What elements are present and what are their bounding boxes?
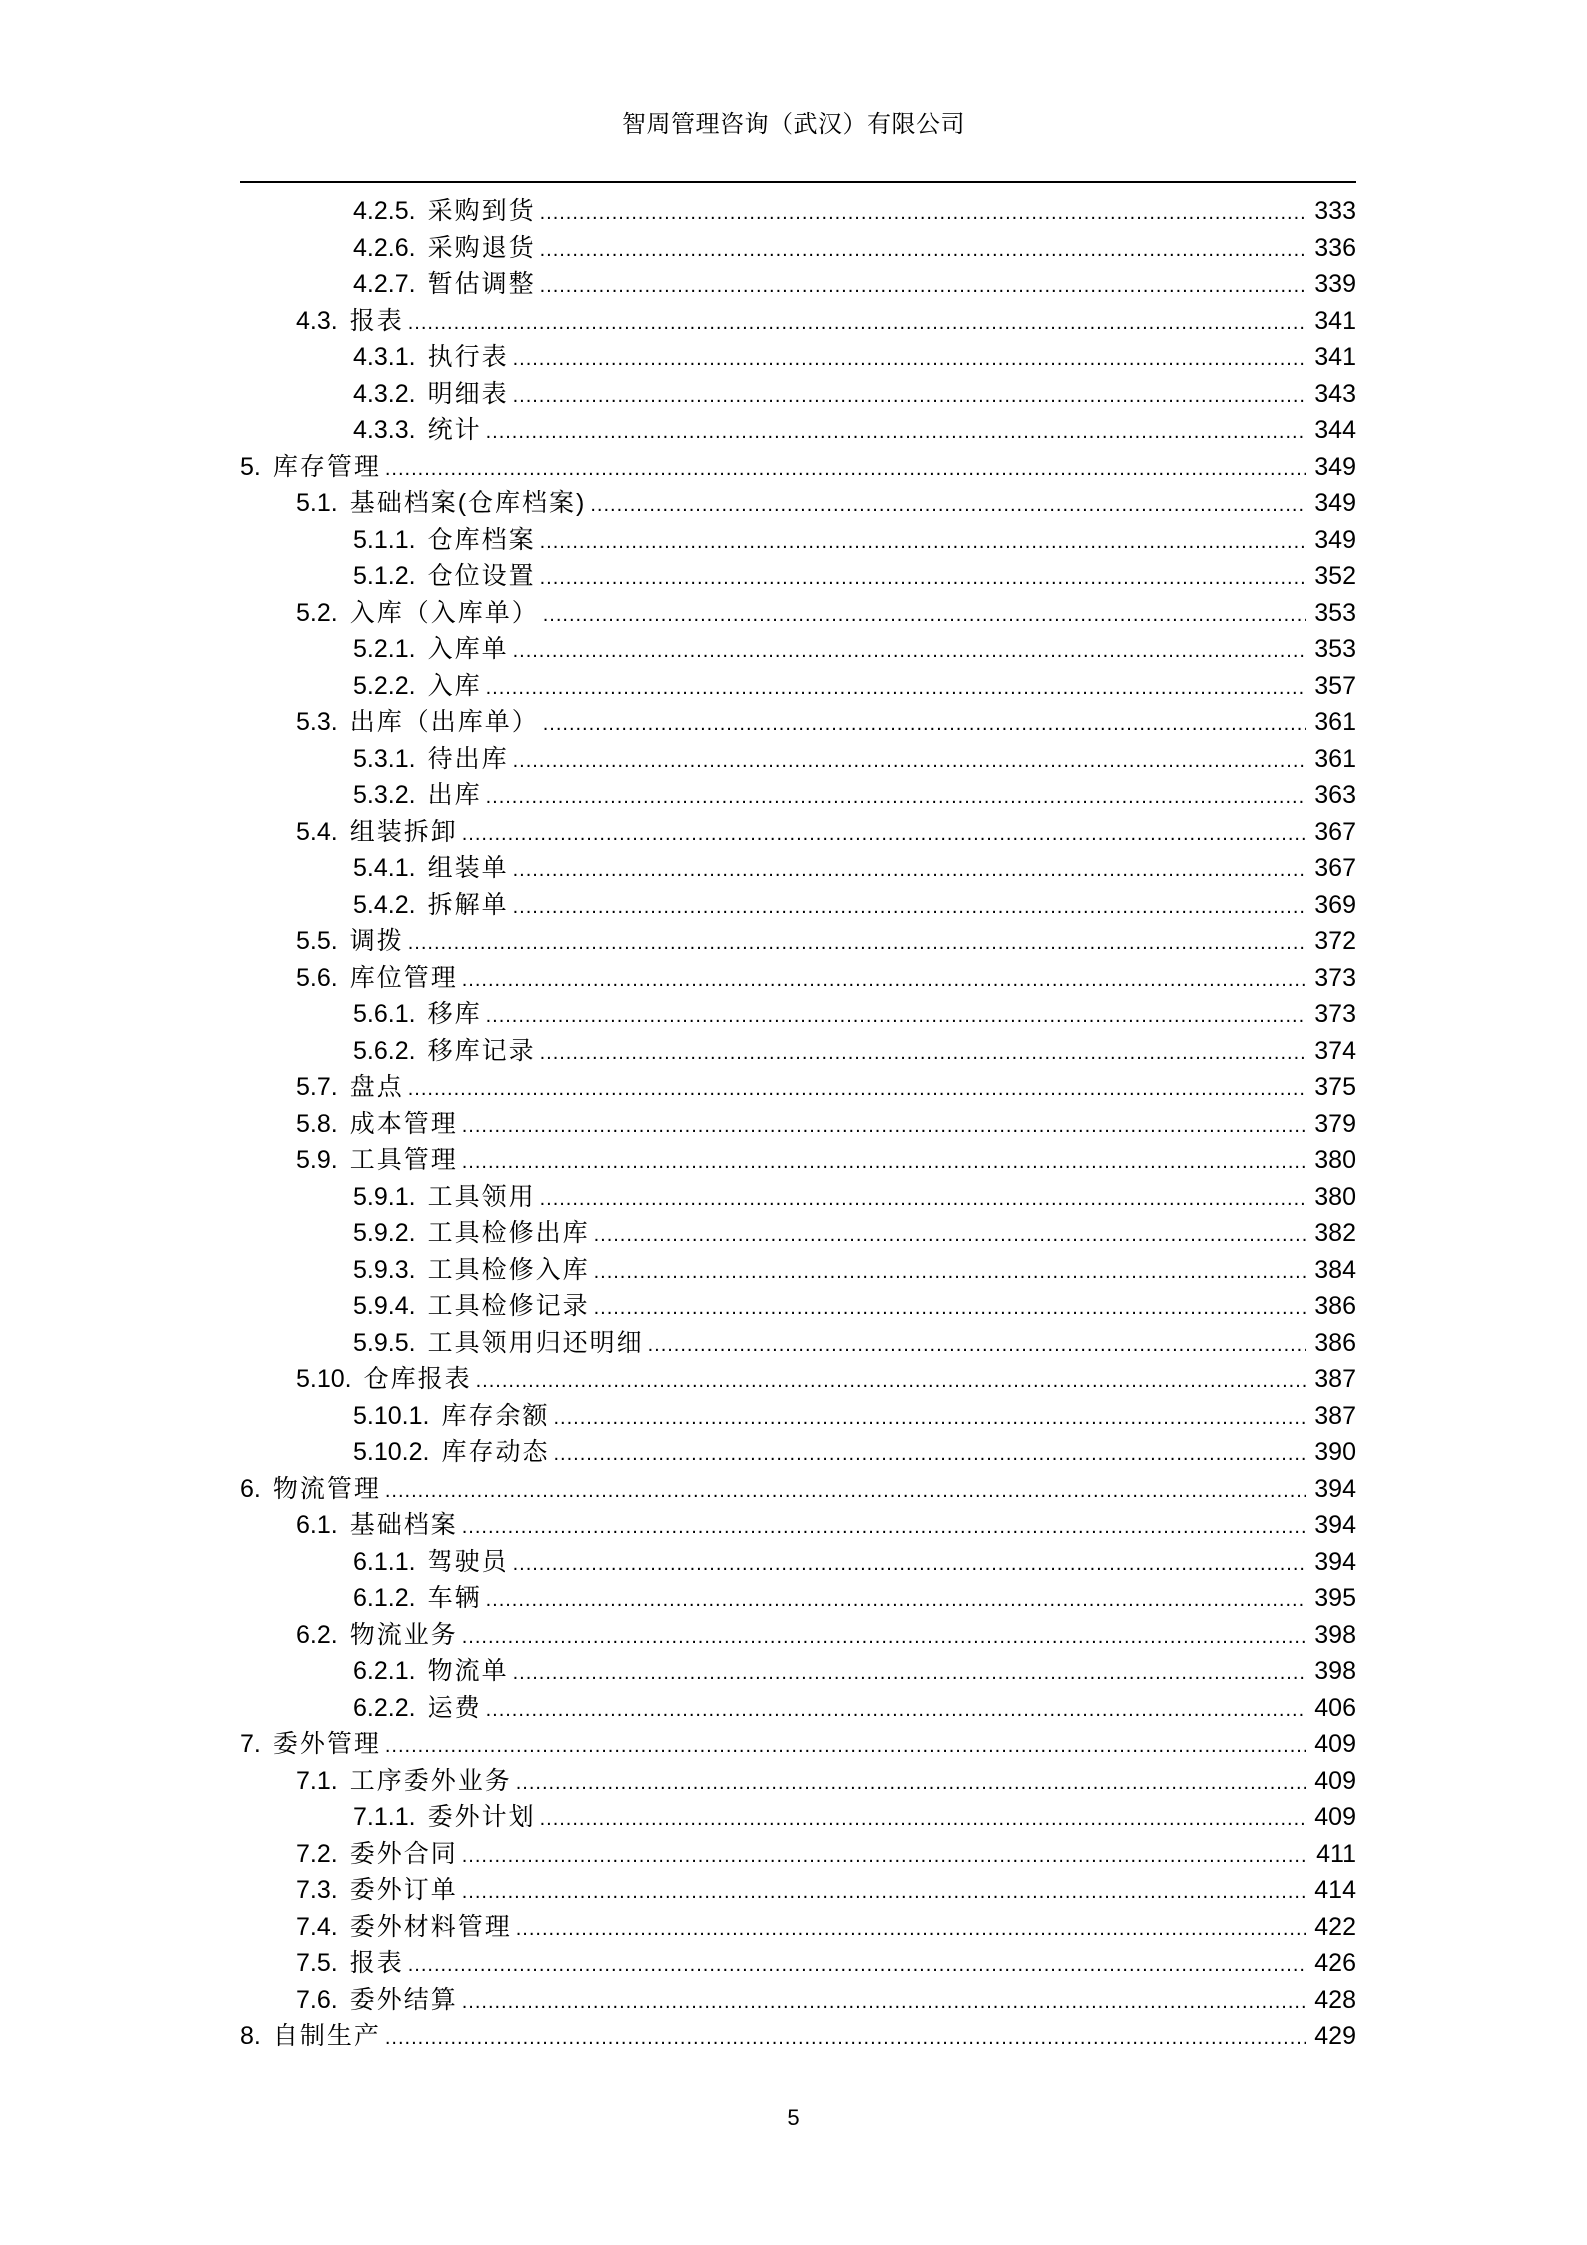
- toc-dot-leader: [540, 1035, 1306, 1072]
- toc-entry-title: 库存管理: [272, 452, 381, 481]
- toc-entry-page: 386: [1314, 1292, 1356, 1320]
- toc-entry-page: 394: [1314, 1474, 1356, 1503]
- toc-dot-leader: [513, 1655, 1306, 1692]
- toc-entry-title: 车辆: [427, 1584, 482, 1612]
- toc-entry[interactable]: [240, 1398, 1356, 1435]
- toc-entry-number: 6.1.: [296, 1511, 338, 1539]
- toc-entry-title: 采购到货: [427, 197, 536, 225]
- toc-dot-leader: [462, 816, 1306, 853]
- toc-entry-page: 406: [1314, 1693, 1356, 1722]
- page-number: 5: [787, 2105, 800, 2130]
- toc-entry-page: 409: [1314, 1766, 1356, 1795]
- toc-entry[interactable]: [240, 850, 1356, 887]
- toc-entry-number: 5.3.1.: [353, 744, 416, 773]
- toc-entry-number: 6.2.: [296, 1620, 338, 1649]
- toc-entry-number: 5.1.2.: [353, 562, 416, 590]
- toc-entry-page: 390: [1314, 1438, 1356, 1466]
- toc-entry-number: 5.1.: [296, 489, 338, 517]
- toc-entry-number: 5.3.: [296, 708, 338, 736]
- toc-entry[interactable]: [240, 1106, 1356, 1143]
- toc-entry-title: 委外订单: [349, 1876, 458, 1904]
- toc-entry-title: 调拨: [349, 927, 404, 955]
- toc-dot-leader: [513, 378, 1306, 415]
- toc-dot-leader: [513, 341, 1306, 378]
- toc-entry-page: 373: [1314, 963, 1356, 992]
- toc-entry[interactable]: [240, 704, 1356, 741]
- toc-dot-leader: [385, 2020, 1306, 2057]
- toc-entry-title: 入库（入库单）: [349, 598, 539, 627]
- toc-entry-title: 拆解单: [427, 890, 509, 919]
- toc-entry-number: 5.10.2.: [353, 1438, 430, 1466]
- toc-dot-leader: [516, 1911, 1306, 1948]
- toc-entry-title: 库位管理: [349, 963, 458, 992]
- toc-entry-page: 361: [1314, 708, 1356, 736]
- toc-dot-leader: [486, 1582, 1306, 1619]
- toc-entry-page: 387: [1314, 1401, 1356, 1430]
- toc-entry[interactable]: [240, 1507, 1356, 1544]
- toc-dot-leader: [513, 633, 1306, 670]
- toc-entry-title: 仓位设置: [427, 562, 536, 590]
- toc-dot-leader: [543, 597, 1306, 634]
- toc-entry[interactable]: [240, 1982, 1356, 2019]
- toc-entry-title: 明细表: [427, 379, 509, 408]
- toc-entry[interactable]: [240, 1069, 1356, 1106]
- toc-entry[interactable]: [240, 887, 1356, 924]
- toc-entry-page: 394: [1314, 1511, 1356, 1539]
- toc-entry[interactable]: [240, 1325, 1356, 1362]
- toc-entry-page: 386: [1314, 1328, 1356, 1357]
- toc-entry[interactable]: [240, 1142, 1356, 1179]
- toc-entry-title: 驾驶员: [427, 1547, 509, 1576]
- toc-entry-page: 369: [1314, 890, 1356, 919]
- toc-entry-title: 运费: [427, 1693, 482, 1722]
- toc-entry-page: 395: [1314, 1584, 1356, 1612]
- toc-entry-number: 6.1.1.: [353, 1547, 416, 1576]
- toc-entry-page: 374: [1314, 1036, 1356, 1065]
- toc-entry-number: 7.1.: [296, 1766, 338, 1795]
- toc-entry-number: 4.2.5.: [353, 197, 416, 225]
- toc-dot-leader: [462, 1874, 1306, 1911]
- toc-entry-number: 5.9.2.: [353, 1219, 416, 1247]
- toc-dot-leader: [408, 1947, 1306, 1984]
- toc-dot-leader: [408, 1071, 1306, 1108]
- toc-entry-title: 物流管理: [272, 1474, 381, 1503]
- toc-entry-page: 341: [1314, 343, 1356, 371]
- toc-entry-title: 工序委外业务: [349, 1766, 512, 1795]
- toc-entry-number: 4.2.7.: [353, 270, 416, 298]
- toc-entry-number: 4.3.2.: [353, 379, 416, 408]
- toc-entry-number: 6.: [240, 1474, 261, 1503]
- toc-entry[interactable]: [240, 1434, 1356, 1471]
- toc-entry-number: 5.10.: [296, 1365, 352, 1393]
- toc-entry-page: 353: [1314, 598, 1356, 627]
- toc-entry[interactable]: [240, 1945, 1356, 1982]
- toc-entry-page: 384: [1314, 1255, 1356, 1284]
- toc-entry-number: 5.4.: [296, 817, 338, 846]
- toc-entry[interactable]: [240, 1179, 1356, 1216]
- toc-dot-leader: [513, 852, 1306, 889]
- toc-entry-number: 5.2.: [296, 598, 338, 627]
- toc-entry-page: 373: [1314, 1000, 1356, 1028]
- toc-entry-title: 移库记录: [427, 1036, 536, 1065]
- toc-entry-title: 执行表: [427, 343, 509, 371]
- toc-entry-title: 委外合同: [349, 1839, 458, 1868]
- toc-entry[interactable]: [240, 777, 1356, 814]
- toc-entry-page: 357: [1314, 671, 1356, 700]
- toc-entry-title: 库存余额: [441, 1401, 550, 1430]
- toc-entry-title: 工具检修入库: [427, 1255, 590, 1284]
- toc-entry-page: 394: [1314, 1547, 1356, 1576]
- toc-entry[interactable]: [240, 1580, 1356, 1617]
- toc-entry-title: 委外计划: [427, 1803, 536, 1831]
- toc-entry-number: 5.9.4.: [353, 1292, 416, 1320]
- toc-entry-number: 7.3.: [296, 1876, 338, 1904]
- toc-dot-leader: [540, 268, 1306, 305]
- toc-entry-number: 5.1.1.: [353, 525, 416, 554]
- toc-entry-title: 基础档案: [349, 1511, 458, 1539]
- toc-entry-number: 6.2.1.: [353, 1657, 416, 1685]
- toc-dot-leader: [516, 1765, 1306, 1802]
- toc-dot-leader: [462, 1108, 1306, 1145]
- toc-entry-number: 5.6.1.: [353, 1000, 416, 1028]
- toc-entry[interactable]: [240, 1763, 1356, 1800]
- toc-entry-number: 7.1.1.: [353, 1803, 416, 1831]
- toc-entry-page: 428: [1314, 1985, 1356, 2014]
- toc-entry-title: 统计: [427, 416, 482, 444]
- toc-entry-page: 363: [1314, 781, 1356, 809]
- toc-entry-page: 361: [1314, 744, 1356, 773]
- page-header: 智周管理咨询（武汉）有限公司: [622, 111, 965, 138]
- toc-dot-leader: [553, 1400, 1306, 1437]
- toc-entry-page: 367: [1314, 854, 1356, 882]
- toc-entry-page: 398: [1314, 1657, 1356, 1685]
- toc-entry-page: 375: [1314, 1073, 1356, 1101]
- toc-entry-page: 409: [1314, 1803, 1356, 1831]
- toc-entry-number: 5.3.2.: [353, 781, 416, 809]
- toc-entry-number: 5.5.: [296, 927, 338, 955]
- toc-entry[interactable]: [240, 266, 1356, 303]
- toc-dot-leader: [385, 1728, 1306, 1765]
- toc-entry[interactable]: [240, 1252, 1356, 1289]
- toc-entry[interactable]: [240, 668, 1356, 705]
- toc-dot-leader: [462, 962, 1306, 999]
- toc-entry[interactable]: [240, 1872, 1356, 1909]
- toc-entry-page: 379: [1314, 1109, 1356, 1138]
- toc-entry-title: 组装拆卸: [349, 817, 458, 846]
- toc-entry-title: 委外管理: [272, 1730, 381, 1758]
- toc-entry-number: 7.6.: [296, 1985, 338, 2014]
- toc-entry[interactable]: [240, 1215, 1356, 1252]
- toc-entry-number: 8.: [240, 2022, 261, 2050]
- toc-entry-number: 5.9.5.: [353, 1328, 416, 1357]
- toc-entry-title: 入库: [427, 671, 482, 700]
- toc-entry-number: 7.: [240, 1730, 261, 1758]
- toc-entry-number: 5.2.2.: [353, 671, 416, 700]
- toc-entry-page: 380: [1314, 1182, 1356, 1211]
- toc-entry-title: 出库: [427, 781, 482, 809]
- toc-dot-leader: [462, 1619, 1306, 1656]
- toc-entry-page: 387: [1314, 1365, 1356, 1393]
- toc-entry-page: 341: [1314, 306, 1356, 335]
- toc-entry-number: 5.4.2.: [353, 890, 416, 919]
- toc-entry[interactable]: [240, 1653, 1356, 1690]
- toc-entry-title: 盘点: [349, 1073, 404, 1101]
- toc-entry-title: 待出库: [427, 744, 509, 773]
- toc-dot-leader: [553, 1436, 1306, 1473]
- toc-entry-page: 353: [1314, 635, 1356, 663]
- toc-entry-title: 工具检修出库: [427, 1219, 590, 1247]
- toc-entry[interactable]: [240, 376, 1356, 413]
- toc-entry-page: 422: [1314, 1912, 1356, 1941]
- toc-dot-leader: [513, 1546, 1306, 1583]
- toc-dot-leader: [486, 779, 1306, 816]
- toc-dot-leader: [540, 1801, 1306, 1838]
- toc-entry-number: 5.2.1.: [353, 635, 416, 663]
- toc-entry-number: 4.3.1.: [353, 343, 416, 371]
- toc-entry-page: 414: [1314, 1876, 1356, 1904]
- toc-entry[interactable]: [240, 303, 1356, 340]
- toc-entry-title: 成本管理: [349, 1109, 458, 1138]
- toc-entry-title: 工具领用: [427, 1182, 536, 1211]
- toc-entry-number: 5.10.1.: [353, 1401, 430, 1430]
- toc-entry-number: 7.5.: [296, 1949, 338, 1977]
- toc-entry[interactable]: [240, 1836, 1356, 1873]
- toc-entry[interactable]: [240, 1726, 1356, 1763]
- toc-dot-leader: [486, 670, 1306, 707]
- toc-entry-number: 5.8.: [296, 1109, 338, 1138]
- toc-dot-leader: [540, 560, 1306, 597]
- toc-entry-title: 入库单: [427, 635, 509, 663]
- toc-entry-title: 委外结算: [349, 1985, 458, 2014]
- toc-dot-leader: [543, 706, 1306, 743]
- toc-entry-title: 出库（出库单）: [349, 708, 539, 736]
- toc-dot-leader: [408, 305, 1306, 342]
- toc-entry-title: 仓库报表: [363, 1365, 472, 1393]
- toc-dot-leader: [462, 1984, 1306, 2021]
- toc-entry-number: 5.6.: [296, 963, 338, 992]
- toc-entry[interactable]: [240, 1033, 1356, 1070]
- toc-entry-page: 382: [1314, 1219, 1356, 1247]
- toc-entry-title: 基础档案(仓库档案): [349, 489, 587, 517]
- toc-entry-page: 380: [1314, 1146, 1356, 1174]
- toc-entry-title: 报表: [349, 1949, 404, 1977]
- toc-entry-page: 339: [1314, 270, 1356, 298]
- toc-entry-page: 344: [1314, 416, 1356, 444]
- toc-entry[interactable]: [240, 193, 1356, 230]
- toc-dot-leader: [648, 1327, 1306, 1364]
- toc-entry-number: 5.7.: [296, 1073, 338, 1101]
- toc-entry-page: 426: [1314, 1949, 1356, 1977]
- toc-dot-leader: [462, 1509, 1306, 1546]
- toc-entry[interactable]: [240, 412, 1356, 449]
- toc-entry[interactable]: [240, 1617, 1356, 1654]
- toc-entry-number: 4.3.: [296, 306, 338, 335]
- toc-entry-page: 429: [1314, 2022, 1356, 2050]
- toc-entry-title: 工具领用归还明细: [427, 1328, 644, 1357]
- header-rule: [240, 181, 1356, 183]
- toc-entry-number: 6.2.2.: [353, 1693, 416, 1722]
- toc-entry-page: 372: [1314, 927, 1356, 955]
- toc-entry-title: 库存动态: [441, 1438, 550, 1466]
- toc-entry-title: 工具检修记录: [427, 1292, 590, 1320]
- toc-entry[interactable]: [240, 595, 1356, 632]
- toc-entry[interactable]: [240, 485, 1356, 522]
- toc-entry-title: 物流单: [427, 1657, 509, 1685]
- toc-dot-leader: [462, 1838, 1306, 1875]
- toc-entry[interactable]: [240, 1799, 1356, 1836]
- toc-entry-title: 工具管理: [349, 1146, 458, 1174]
- toc-entry[interactable]: [240, 631, 1356, 668]
- toc-dot-leader: [513, 743, 1306, 780]
- toc-dot-leader: [476, 1363, 1306, 1400]
- toc-entry-title: 移库: [427, 1000, 482, 1028]
- toc-dot-leader: [540, 1181, 1306, 1218]
- toc-dot-leader: [590, 487, 1306, 524]
- toc-entry-title: 报表: [349, 306, 404, 335]
- toc-entry[interactable]: [240, 1544, 1356, 1581]
- toc-entry[interactable]: [240, 339, 1356, 376]
- toc-entry-number: 5.: [240, 452, 261, 481]
- toc-dot-leader: [385, 1473, 1306, 1510]
- toc-entry-page: 336: [1314, 233, 1356, 262]
- toc-entry[interactable]: [240, 814, 1356, 851]
- toc-entry[interactable]: [240, 1471, 1356, 1508]
- toc-entry-number: 7.4.: [296, 1912, 338, 1941]
- toc-dot-leader: [408, 925, 1306, 962]
- toc-entry-number: 5.9.3.: [353, 1255, 416, 1284]
- toc-dot-leader: [486, 1692, 1306, 1729]
- toc-entry-title: 仓库档案: [427, 525, 536, 554]
- toc-entry-title: 采购退货: [427, 233, 536, 262]
- toc-entry[interactable]: [240, 741, 1356, 778]
- toc-entry-number: 4.2.6.: [353, 233, 416, 262]
- toc-entry-number: 5.4.1.: [353, 854, 416, 882]
- toc-entry[interactable]: [240, 960, 1356, 997]
- toc-entry-page: 409: [1314, 1730, 1356, 1758]
- toc-dot-leader: [486, 414, 1306, 451]
- toc-dot-leader: [540, 524, 1306, 561]
- toc-entry-number: 4.3.3.: [353, 416, 416, 444]
- toc-entry[interactable]: [240, 1288, 1356, 1325]
- toc-entry-number: 6.1.2.: [353, 1584, 416, 1612]
- toc-dot-leader: [594, 1217, 1306, 1254]
- toc-entry-page: 398: [1314, 1620, 1356, 1649]
- toc-entry-page: 349: [1314, 452, 1356, 481]
- toc-entry-title: 自制生产: [272, 2022, 381, 2050]
- toc-entry-page: 411: [1316, 1839, 1356, 1868]
- toc-entry[interactable]: [240, 449, 1356, 486]
- toc-entry-page: 333: [1314, 197, 1356, 225]
- toc-entry-page: 367: [1314, 817, 1356, 846]
- toc-entry-page: 349: [1314, 525, 1356, 554]
- toc-entry-page: 349: [1314, 489, 1356, 517]
- toc-entry[interactable]: [240, 522, 1356, 559]
- toc-entry-number: 5.9.: [296, 1146, 338, 1174]
- toc-dot-leader: [540, 195, 1306, 232]
- toc-entry-title: 暂估调整: [427, 270, 536, 298]
- toc-dot-leader: [513, 889, 1306, 926]
- toc-entry-title: 物流业务: [349, 1620, 458, 1649]
- table-of-contents: [240, 193, 1356, 2055]
- toc-entry[interactable]: [240, 1690, 1356, 1727]
- toc-entry[interactable]: [240, 230, 1356, 267]
- toc-entry[interactable]: [240, 923, 1356, 960]
- toc-dot-leader: [462, 1144, 1306, 1181]
- toc-dot-leader: [385, 451, 1306, 488]
- toc-entry[interactable]: [240, 1909, 1356, 1946]
- toc-entry[interactable]: [240, 1361, 1356, 1398]
- toc-entry-page: 352: [1314, 562, 1356, 590]
- toc-entry-page: 343: [1314, 379, 1356, 408]
- toc-entry[interactable]: [240, 996, 1356, 1033]
- toc-entry[interactable]: [240, 558, 1356, 595]
- toc-entry[interactable]: [240, 2018, 1356, 2055]
- toc-entry-title: 组装单: [427, 854, 509, 882]
- toc-dot-leader: [486, 998, 1306, 1035]
- toc-entry-number: 7.2.: [296, 1839, 338, 1868]
- toc-entry-number: 5.9.1.: [353, 1182, 416, 1211]
- toc-entry-number: 5.6.2.: [353, 1036, 416, 1065]
- toc-dot-leader: [594, 1254, 1306, 1291]
- toc-dot-leader: [540, 232, 1306, 269]
- toc-entry-title: 委外材料管理: [349, 1912, 512, 1941]
- toc-dot-leader: [594, 1290, 1306, 1327]
